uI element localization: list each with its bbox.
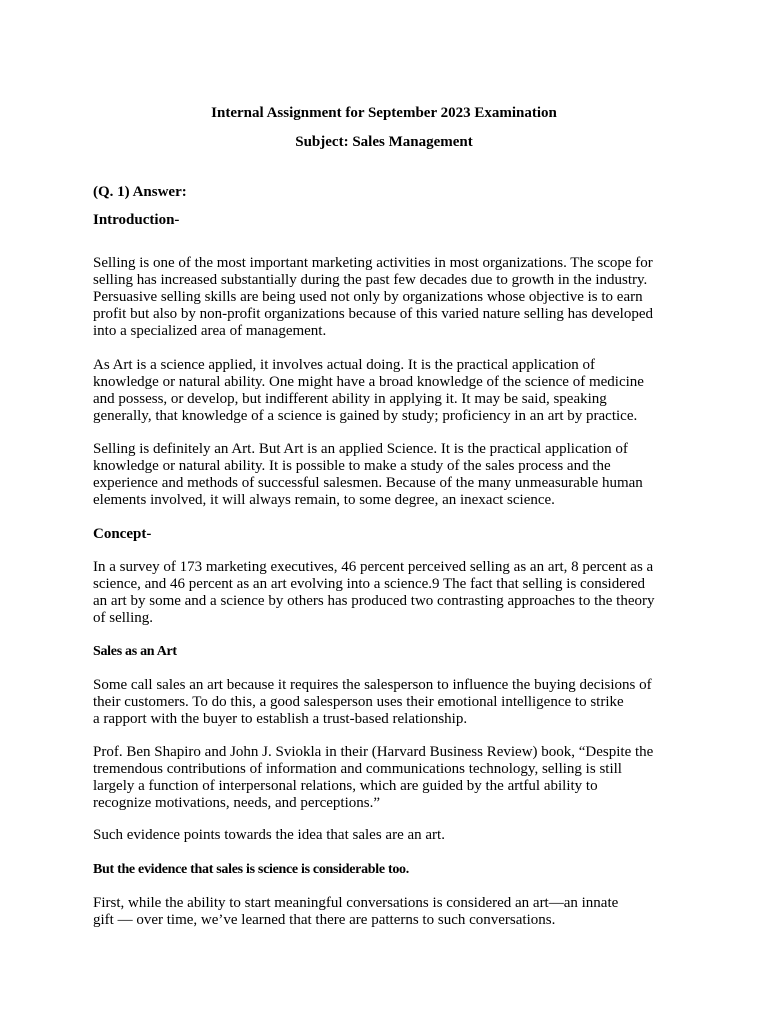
text-line: In a survey of 173 marketing executives, 46 percent perceived selling as an art, 8 percent as a xyxy=(93,559,654,575)
text-line: generally, that knowledge of a science is gained by study; proficiency in an art by practice. xyxy=(93,408,638,424)
text-line: experience and methods of successful salesmen. Because of the many unmeasurable human xyxy=(93,475,643,491)
text-line: of selling. xyxy=(93,610,153,626)
text-line: Selling is one of the most important marketing activities in most organizations. The scope for xyxy=(93,255,653,271)
text-line: tremendous contributions of information and communications technology, selling is still xyxy=(93,761,622,777)
intro-paragraph-1 xyxy=(93,255,678,340)
text-line: Some call sales an art because it requires the salesperson to influence the buying decisions of xyxy=(93,677,652,693)
science-heading: But the evidence that sales is science is considerable too. xyxy=(93,862,409,877)
sales-art-paragraph-2 xyxy=(93,744,678,812)
text-line: science, and 46 percent as an art evolving into a science.9 The fact that selling is considered xyxy=(93,576,646,592)
text-line: Such evidence points towards the idea that sales are an art. xyxy=(93,827,445,843)
concept-paragraph xyxy=(93,559,678,627)
intro-paragraph-2 xyxy=(93,357,678,425)
text-line: and possess, or develop, but indifferent ability in applying it. It may be said, speaking xyxy=(93,391,607,407)
text-line: profit but also by non-profit organizations because of this varied nature selling has developed xyxy=(93,306,653,322)
document-subject: Subject: Sales Management xyxy=(295,134,473,150)
intro-paragraph-3 xyxy=(93,441,678,509)
text-line: gift — over time, we’ve learned that there are patterns to such conversations. xyxy=(93,912,556,928)
text-line: Selling is definitely an Art. But Art is an applied Science. It is the practical application of xyxy=(93,441,628,457)
text-line: knowledge or natural ability. One might have a broad knowledge of the science of medicine xyxy=(93,374,644,390)
document-title: Internal Assignment for September 2023 Examination xyxy=(211,105,557,121)
text-line: a rapport with the buyer to establish a trust-based relationship. xyxy=(93,711,468,727)
text-line: selling has increased substantially during the past few decades due to growth in the industry. xyxy=(93,272,648,288)
text-line: knowledge or natural ability. It is possible to make a study of the sales process and the xyxy=(93,458,611,474)
concept-heading: Concept- xyxy=(93,526,152,542)
text-line: elements involved, it will always remain, to some degree, an inexact science. xyxy=(93,492,555,508)
sales-art-heading: Sales as an Art xyxy=(93,644,177,659)
text-line: recognize motivations, needs, and perceptions.” xyxy=(93,795,380,811)
text-line: into a specialized area of management. xyxy=(93,323,327,339)
sales-art-paragraph-1 xyxy=(93,677,678,728)
text-line: First, while the ability to start meaningful conversations is considered an art—an innate xyxy=(93,895,619,911)
text-line: Persuasive selling skills are being used not only by organizations whose objective is to earn xyxy=(93,289,643,305)
question-label: (Q. 1) Answer: xyxy=(93,184,187,200)
text-line: an art by some and a science by others has produced two contrasting approaches to the theory xyxy=(93,593,655,609)
text-line: Prof. Ben Shapiro and John J. Sviokla in their (Harvard Business Review) book, “Despite the xyxy=(93,744,654,760)
text-line: largely a function of interpersonal relations, which are guided by the artful ability to xyxy=(93,778,598,794)
text-line: As Art is a science applied, it involves actual doing. It is the practical application of xyxy=(93,357,595,373)
introduction-heading: Introduction- xyxy=(93,212,180,228)
science-paragraph xyxy=(93,895,678,929)
text-line: their customers. To do this, a good salesperson uses their emotional intelligence to strike xyxy=(93,694,624,710)
sales-art-paragraph-3 xyxy=(93,827,678,844)
